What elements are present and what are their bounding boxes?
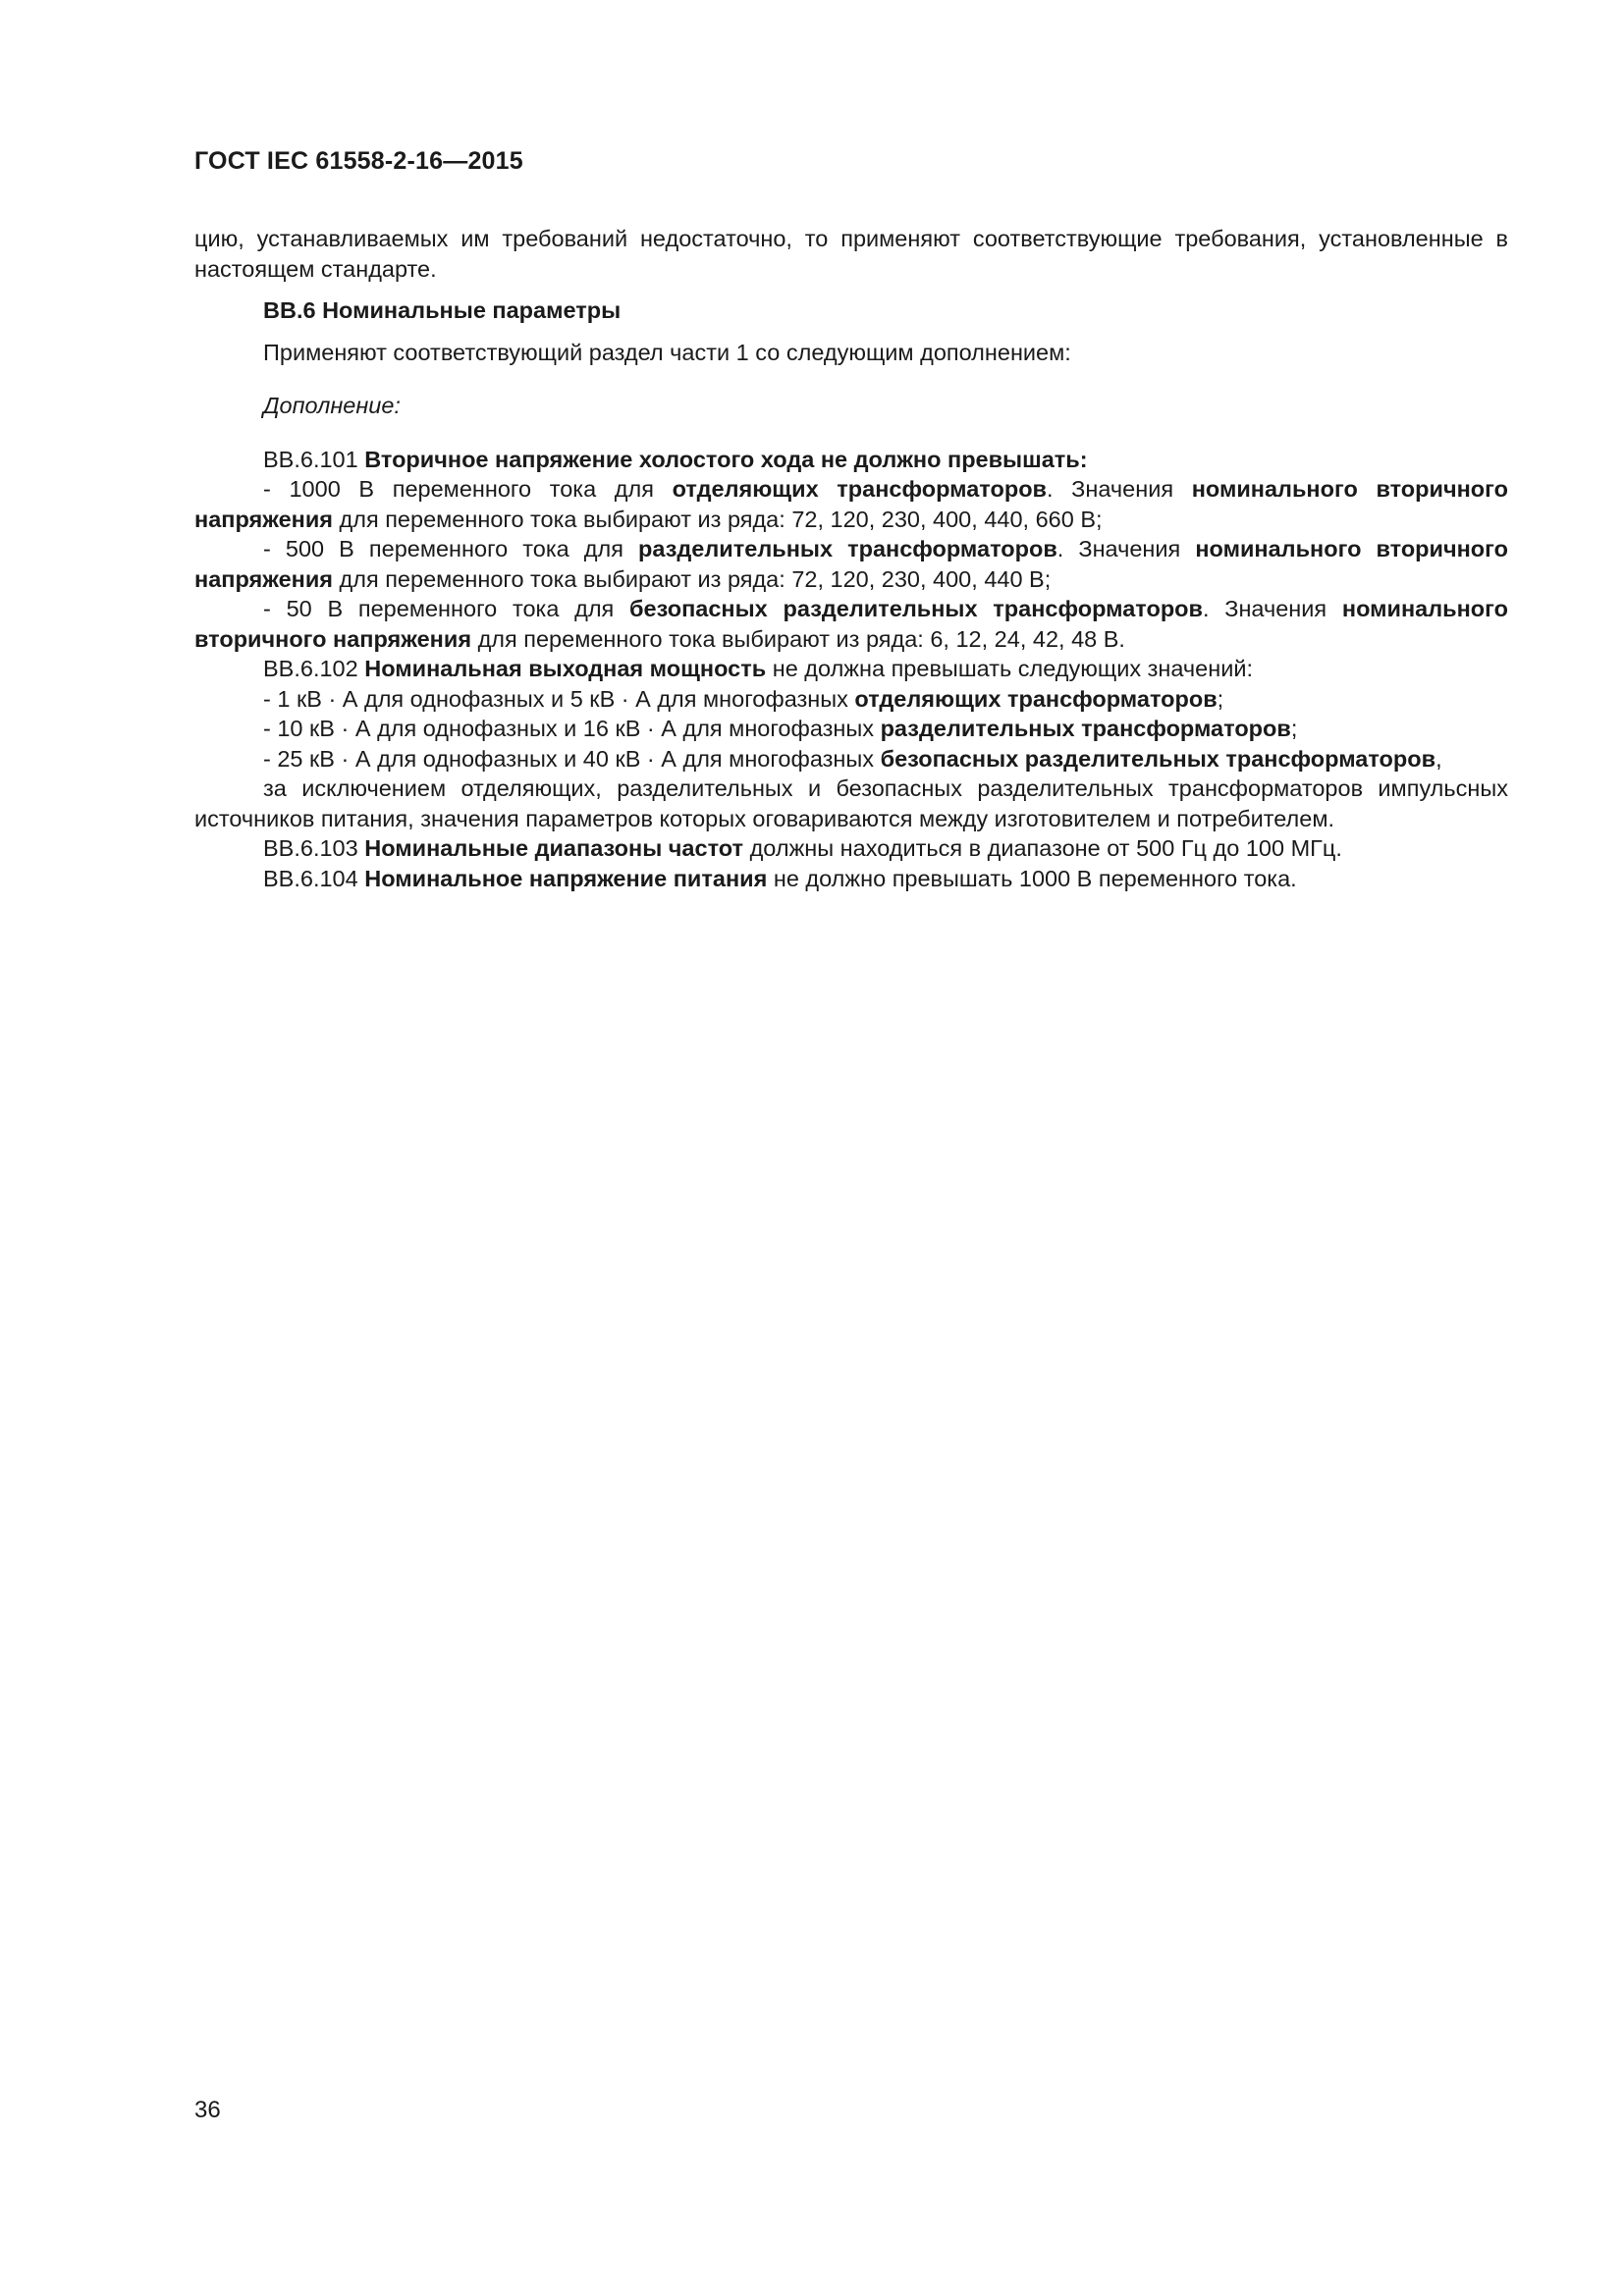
text-run: ВВ.6.101 — [263, 446, 365, 472]
bold-term: Номинальные диапазоны частот — [364, 835, 744, 861]
bold-term: безопасных разделительных трансформаторов — [880, 745, 1436, 772]
paragraph — [194, 654, 1508, 684]
paragraph — [194, 224, 1508, 284]
paragraph — [194, 684, 1508, 715]
bold-term: разделительных трансформаторов — [637, 536, 1057, 561]
text-run: - 1000 В переменного тока для — [263, 476, 673, 502]
paragraph — [194, 714, 1508, 744]
page-number: 36 — [194, 2097, 221, 2123]
text-run: не должна превышать следующих значений: — [766, 656, 1253, 681]
bold-term: Номинальное напряжение питания — [364, 865, 768, 891]
paragraph — [194, 744, 1508, 774]
paragraph — [194, 445, 1508, 475]
paragraph — [194, 474, 1508, 534]
text-run: - 10 кВ · А для однофазных и 16 кВ · А для многофазных — [263, 716, 881, 741]
text-run: Применяют соответствующий раздел части 1 со следующим дополнением: — [263, 339, 1071, 365]
text-run: за исключением отделяющих, разделительных и безопасных разделительных трансформаторов импульсных источников питания, значения параметров которых оговариваются между изготовителем и потребителем. — [194, 775, 1508, 831]
text-run: . Значения — [1202, 596, 1342, 621]
bold-term: ВВ.6 Номинальные параметры — [263, 297, 622, 323]
bold-term: отделяющих трансформаторов — [854, 685, 1218, 712]
text-run: ; — [1217, 685, 1224, 712]
bold-term: номинального вторичного напряжения — [194, 596, 1508, 652]
text-run: , — [1435, 745, 1442, 772]
bold-term: Вторичное напряжение холостого хода не должно превышать: — [364, 446, 1088, 472]
paragraph — [194, 594, 1508, 654]
bold-term: Номинальная выходная мощность — [364, 656, 767, 681]
text-run: цию, устанавливаемых им требований недостаточно, то применяют соответствующие требования, установленные в настоящем стандарте. — [194, 226, 1508, 282]
text-run: . Значения — [1047, 476, 1192, 502]
document-header: ГОСТ IEC 61558-2-16—2015 — [194, 147, 523, 175]
text-run: - 1 кВ · А для однофазных и 5 кВ · А для многофазных — [263, 685, 855, 712]
text-run: - 500 В переменного тока для — [263, 536, 638, 561]
text-run: ; — [1290, 716, 1298, 741]
text-run: ВВ.6.104 — [263, 865, 365, 891]
text-run: Дополнение: — [263, 393, 401, 418]
text-run: - 25 кВ · А для однофазных и 40 кВ · А для многофазных — [263, 745, 881, 772]
text-run: должны находиться в диапазоне от 500 Гц до 100 МГц. — [743, 835, 1342, 861]
paragraph — [194, 295, 1508, 326]
paragraph — [194, 864, 1508, 894]
document-body — [194, 224, 1508, 893]
paragraph — [194, 534, 1508, 594]
paragraph — [194, 833, 1508, 864]
text-run: для переменного тока выбирают из ряда: 72, 120, 230, 400, 440, 660 В; — [333, 506, 1103, 532]
text-run: ВВ.6.102 — [263, 656, 365, 681]
text-run: для переменного тока выбирают из ряда: 6, 12, 24, 42, 48 В. — [471, 625, 1125, 652]
text-run: для переменного тока выбирают из ряда: 72, 120, 230, 400, 440 В; — [333, 565, 1052, 592]
paragraph — [194, 338, 1508, 368]
bold-term: номинального вторичного напряжения — [194, 476, 1508, 532]
text-run: не должно превышать 1000 В переменного тока. — [767, 865, 1297, 891]
bold-term: разделительных трансформаторов — [880, 716, 1291, 741]
text-run: - 50 В переменного тока для — [263, 596, 630, 621]
paragraph — [194, 774, 1508, 833]
text-run: . Значения — [1056, 536, 1196, 561]
bold-term: номинального вторичного напряжения — [194, 536, 1508, 592]
bold-term: безопасных разделительных трансформаторов — [629, 596, 1203, 621]
bold-term: отделяющих трансформаторов — [672, 476, 1047, 502]
text-run: ВВ.6.103 — [263, 835, 365, 861]
paragraph — [194, 391, 1508, 421]
